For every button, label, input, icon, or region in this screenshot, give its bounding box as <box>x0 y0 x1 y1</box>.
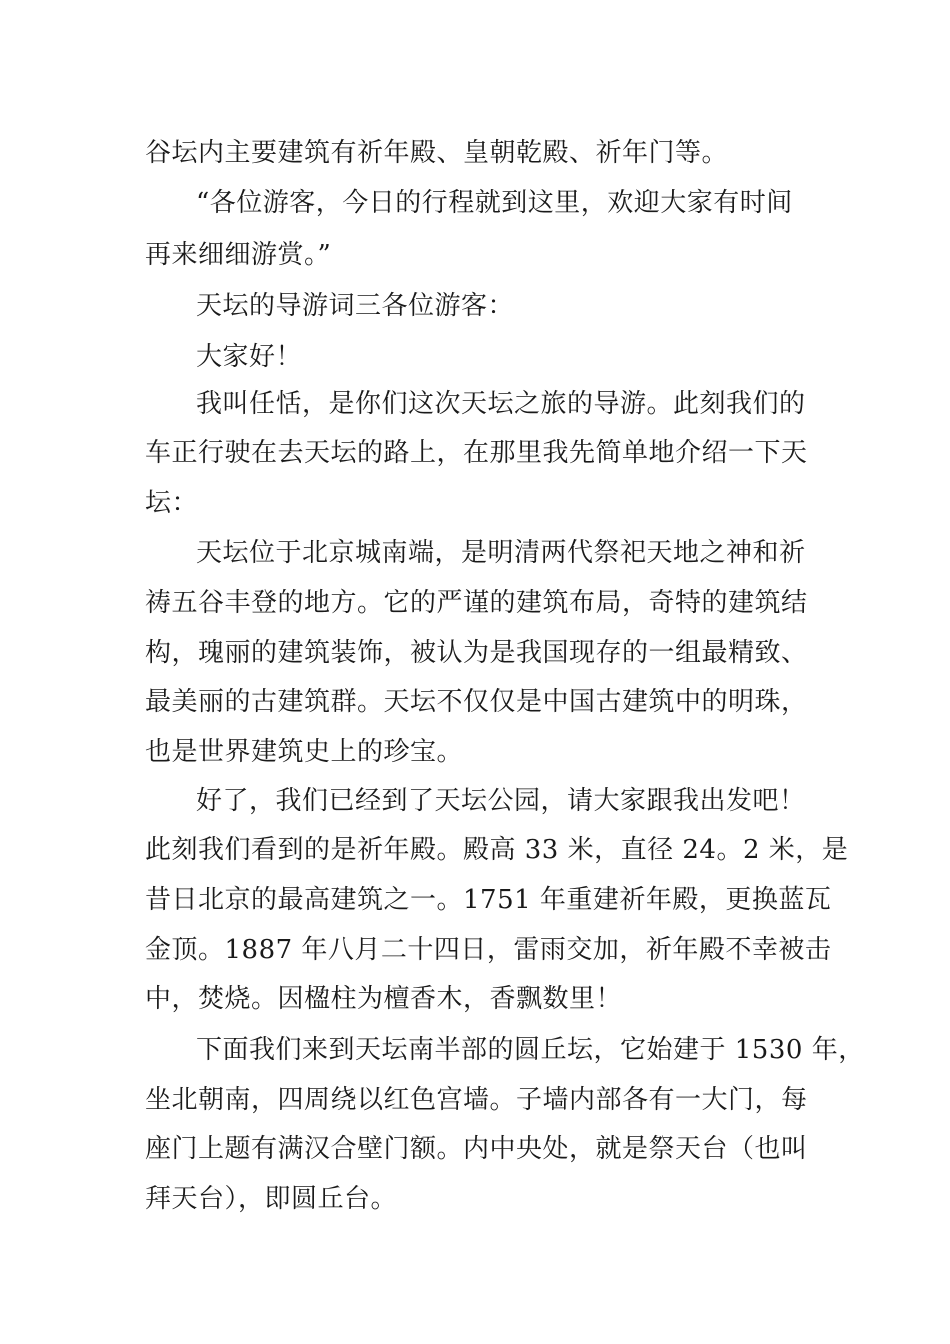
text-line: 金顶。1887 年八月二十四日，雷雨交加，祈年殿不幸被击 <box>145 935 832 965</box>
text-line: 天坛位于北京城南端，是明清两代祭祀天地之神和祈 <box>196 538 806 568</box>
text-line: 再来细细游赏。” <box>145 240 332 270</box>
text-line: 祷五谷丰登的地方。它的严谨的建筑布局，奇特的建筑结 <box>145 588 808 618</box>
text-line: 大家好！ <box>196 342 303 372</box>
text-line: 座门上题有满汉合壁门额。内中央处，就是祭天台（也叫 <box>145 1134 808 1164</box>
text-line: 昔日北京的最高建筑之一。1751 年重建祈年殿，更换蓝瓦 <box>145 885 832 915</box>
text-line: 中，焚烧。因楹柱为檀香木，香飘数里！ <box>145 984 623 1014</box>
text-line: 天坛的导游词三各位游客： <box>196 291 515 321</box>
text-line: 最美丽的古建筑群。天坛不仅仅是中国古建筑中的明珠， <box>145 687 808 717</box>
text-line: 下面我们来到天坛南半部的圆丘坛，它始建于 1530 年， <box>196 1035 865 1065</box>
text-line: 也是世界建筑史上的珍宝。 <box>145 737 464 767</box>
text-line: 此刻我们看到的是祈年殿。殿高 33 米，直径 24。2 米，是 <box>145 835 849 865</box>
text-line: 车正行驶在去天坛的路上，在那里我先简单地介绍一下天 <box>145 438 808 468</box>
text-line: 坐北朝南，四周绕以红色宫墙。子墙内部各有一大门，每 <box>145 1085 808 1115</box>
text-line: 谷坛内主要建筑有祈年殿、皇朝乾殿、祈年门等。 <box>145 138 729 168</box>
text-line: “各位游客，今日的行程就到这里，欢迎大家有时间 <box>196 188 793 218</box>
text-line: 好了，我们已经到了天坛公园，请大家跟我出发吧！ <box>196 786 806 816</box>
text-line: 拜天台），即圆丘台。 <box>145 1184 398 1214</box>
text-line: 坛： <box>145 488 199 518</box>
text-line: 我叫任恬，是你们这次天坛之旅的导游。此刻我们的 <box>196 389 806 419</box>
text-line: 构，瑰丽的建筑装饰，被认为是我国现存的一组最精致、 <box>145 638 808 668</box>
